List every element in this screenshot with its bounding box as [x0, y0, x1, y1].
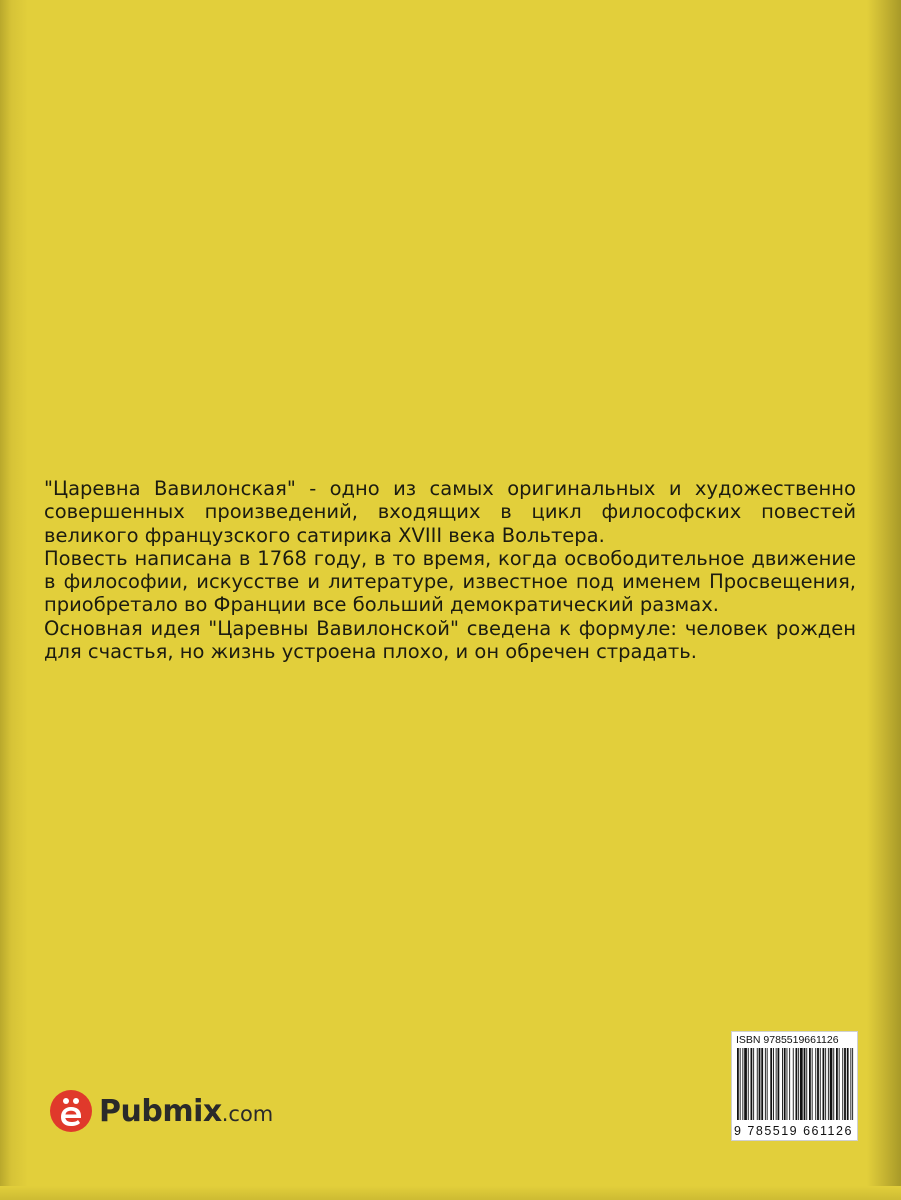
isbn-barcode	[731, 1031, 858, 1141]
barcode-bar	[751, 1048, 753, 1120]
book-description	[44, 477, 856, 663]
barcode-bar	[833, 1048, 834, 1120]
barcode-bar	[773, 1048, 774, 1120]
barcode-bar	[800, 1048, 803, 1120]
barcode-bar	[796, 1048, 798, 1120]
description-paragraph: "Царевна Вавилонская" - одно из самых оригинальных и художественно совершенных произведений, входящих в цикл философских повестей великого французского сатирика XVIII века Вольтера.	[44, 477, 856, 547]
barcode-bar	[842, 1048, 843, 1120]
barcode-bar	[804, 1048, 806, 1120]
barcode-bar	[757, 1048, 758, 1120]
barcode-bar	[806, 1048, 807, 1120]
barcode-bar	[782, 1048, 783, 1120]
barcode-bar	[742, 1048, 743, 1120]
barcode-bar	[759, 1048, 761, 1120]
barcode-bar	[767, 1048, 768, 1120]
barcode-bar	[830, 1048, 833, 1120]
barcode-bar	[820, 1048, 821, 1120]
barcode-bar	[784, 1048, 786, 1120]
barcode-bar	[825, 1048, 826, 1120]
barcode-bar	[776, 1048, 777, 1120]
isbn-label: ISBN 9785519661126	[736, 1034, 839, 1046]
spine-shadow-right	[867, 0, 901, 1200]
barcode-digits: 9 785519 661126	[734, 1124, 853, 1138]
publisher-name: Pubmix	[99, 1093, 222, 1129]
barcode-bar	[744, 1048, 747, 1120]
barcode-bar	[778, 1048, 780, 1120]
barcode-bar	[765, 1048, 766, 1120]
letter-yo-circle-icon	[50, 1090, 92, 1132]
barcode-bar	[809, 1048, 811, 1120]
barcode-bar	[852, 1048, 853, 1120]
barcode-bar	[823, 1048, 825, 1120]
barcode-bar	[798, 1048, 799, 1120]
barcode-bar	[770, 1048, 772, 1120]
barcode-bar	[761, 1048, 763, 1120]
barcode-bar	[828, 1048, 829, 1120]
publisher-logo	[50, 1087, 273, 1135]
description-paragraph: Основная идея "Царевны Вавилонской" сведена к формуле: человек рожден для счастья, но жизнь устроена плохо, и он обречен страдать.	[44, 616, 856, 664]
barcode-bar	[787, 1048, 788, 1120]
barcode-bar	[844, 1048, 846, 1120]
barcode-bar	[847, 1048, 849, 1120]
description-paragraph: Повесть написана в 1768 году, в то время, когда освободительное движение в философии, искусстве и литературе, известное под именем Просвещения, приобретало во Франции все больший демократический размах.	[44, 546, 856, 617]
publisher-domain: .com	[221, 1102, 274, 1126]
spine-shadow-left	[0, 0, 28, 1200]
barcode-bar	[817, 1048, 819, 1120]
barcode-bar	[753, 1048, 754, 1120]
barcode-bar	[839, 1048, 840, 1120]
barcode-bar	[789, 1048, 790, 1120]
barcode-bars	[736, 1048, 855, 1120]
barcode-bar	[815, 1048, 816, 1120]
barcode-bar	[812, 1048, 813, 1120]
page-bottom-edge	[0, 1186, 901, 1200]
barcode-bar	[737, 1048, 739, 1120]
barcode-bar	[748, 1048, 749, 1120]
barcode-bar	[850, 1048, 851, 1120]
barcode-bar	[740, 1048, 741, 1120]
barcode-bar	[836, 1048, 838, 1120]
barcode-bar	[793, 1048, 794, 1120]
